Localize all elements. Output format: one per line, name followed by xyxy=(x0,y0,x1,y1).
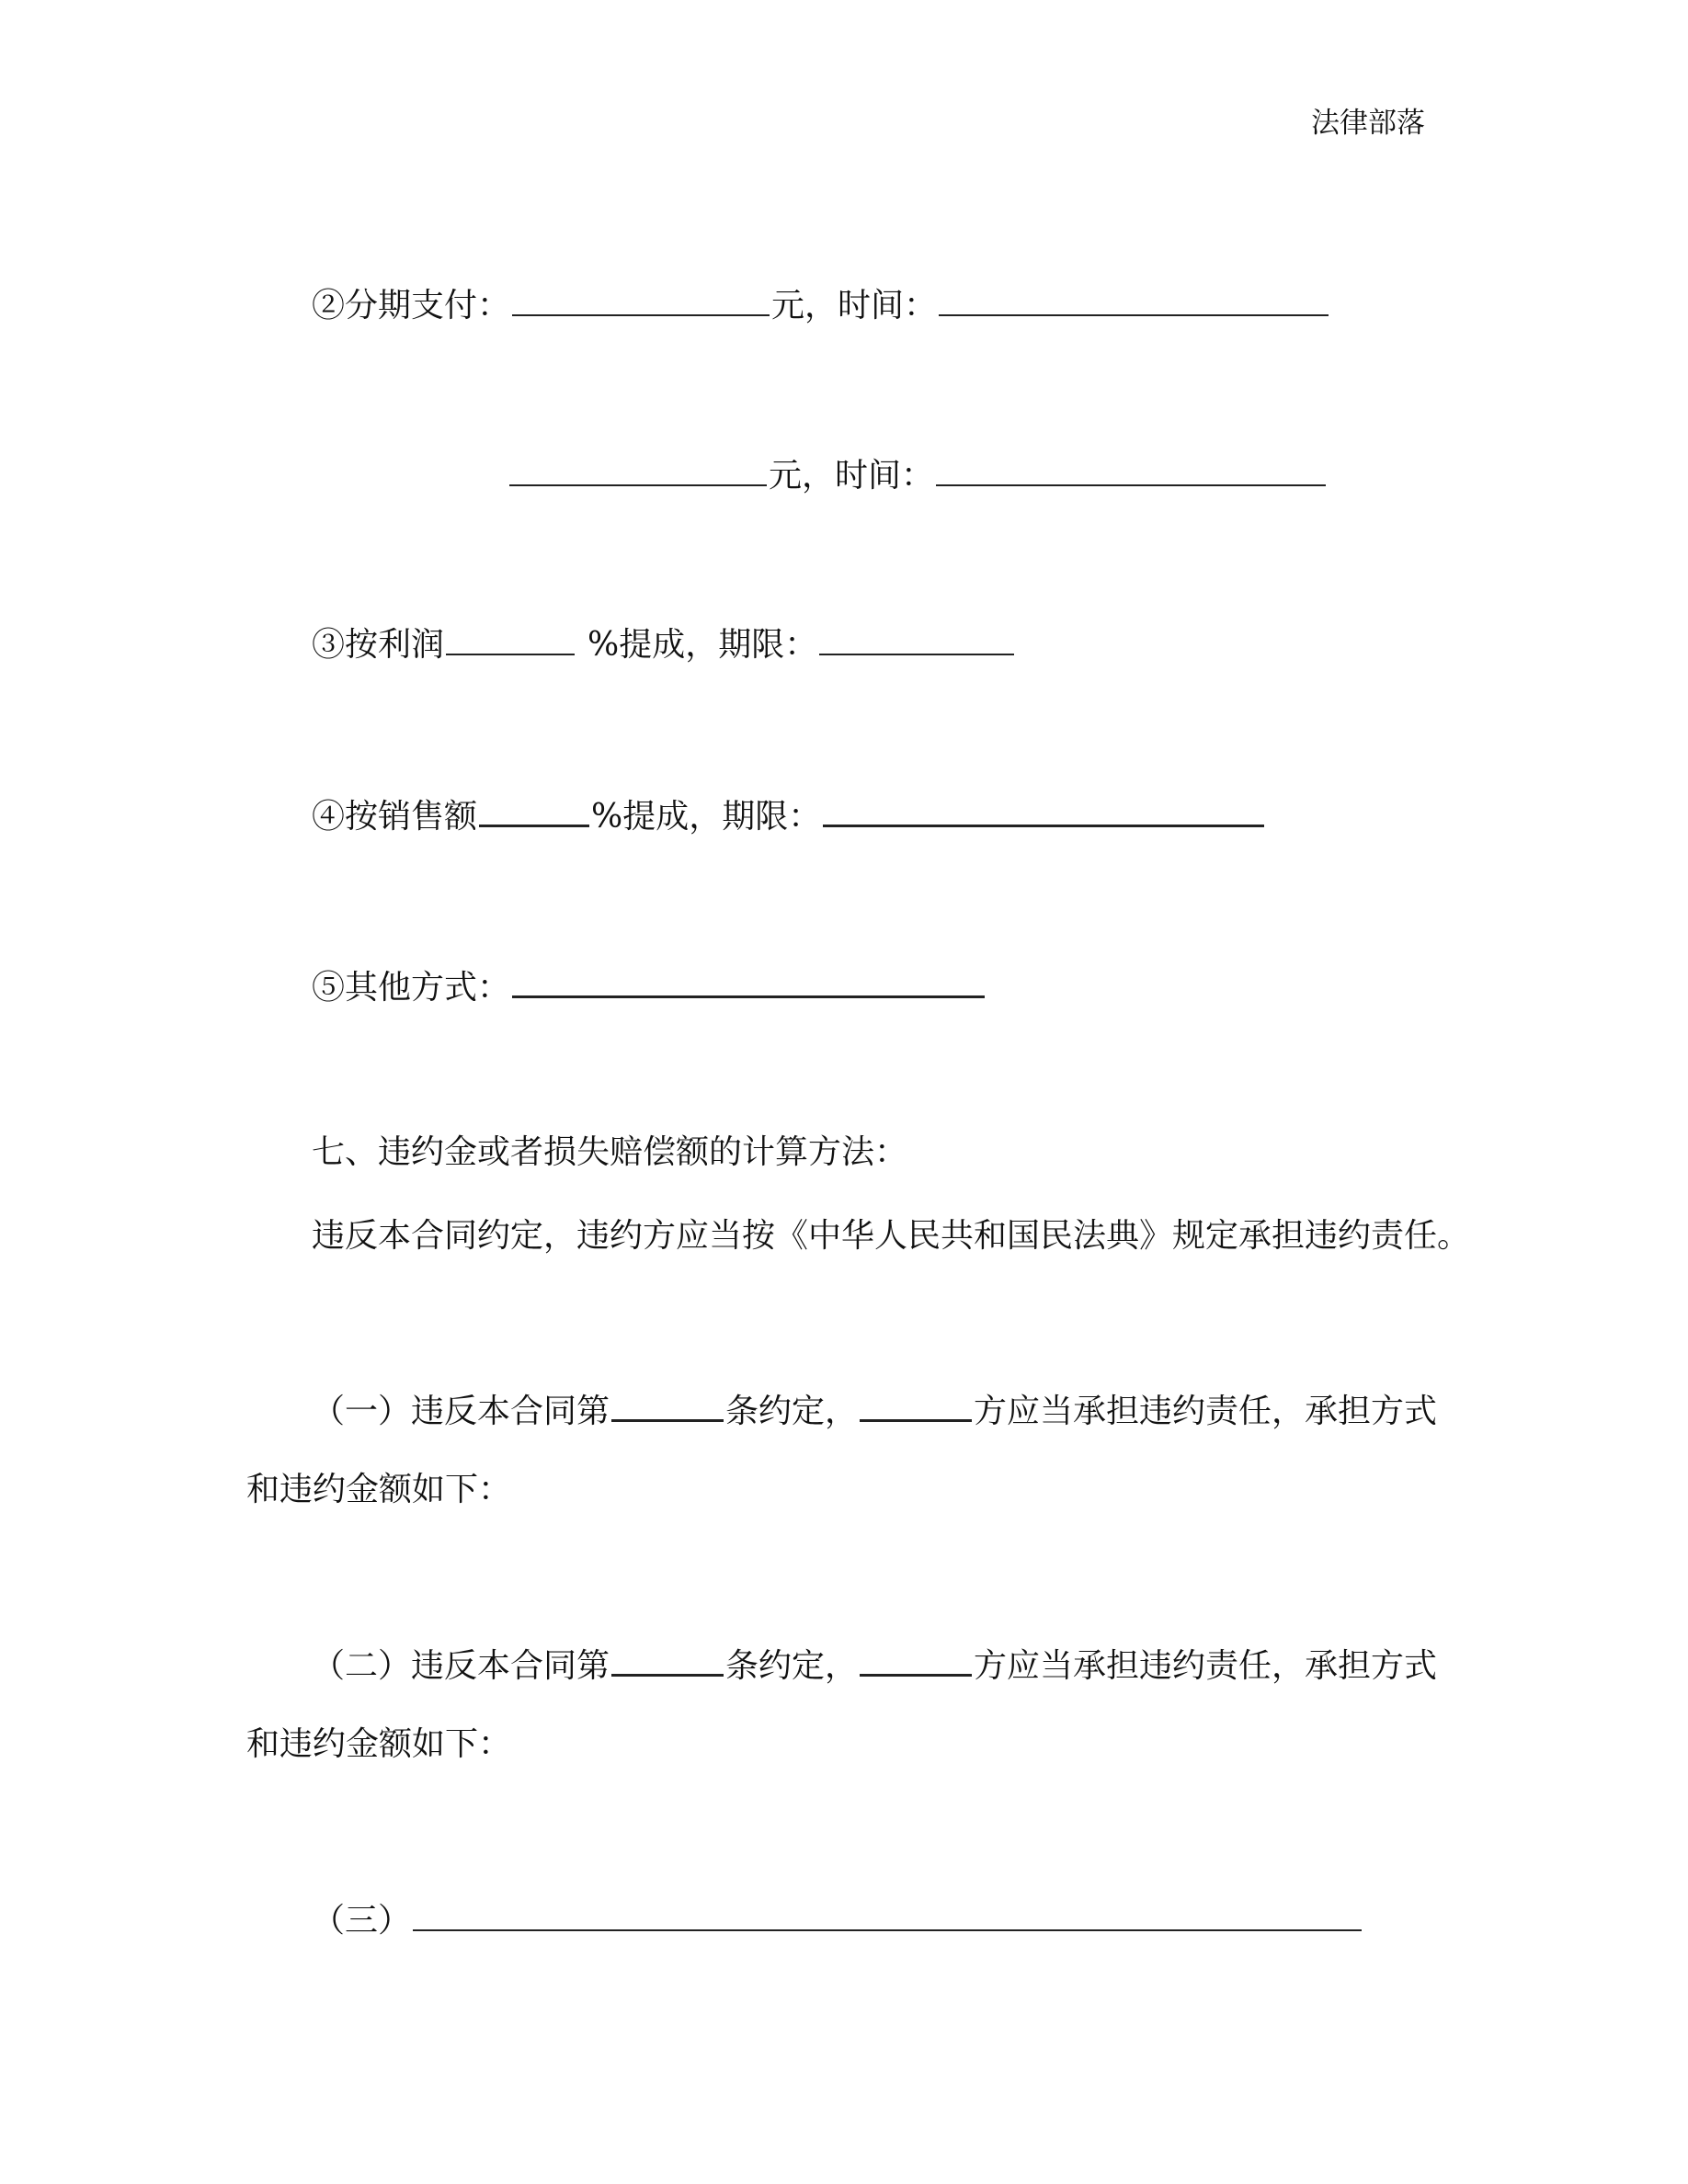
header-title: 法律部落 xyxy=(1311,107,1425,140)
amount-field[interactable] xyxy=(512,281,770,316)
sales-term-field[interactable] xyxy=(823,791,1264,827)
sales-percent-field[interactable] xyxy=(479,791,589,827)
time-field[interactable] xyxy=(939,281,1329,316)
clause-mid: 条约定， xyxy=(725,1393,859,1430)
yuan-label: 元， xyxy=(769,457,836,495)
clause-item-2-cont: 和违约金额如下： xyxy=(246,1725,512,1763)
amount-field[interactable] xyxy=(509,451,767,486)
other-line xyxy=(312,962,987,1008)
sales-label: ④按销售额 xyxy=(312,798,478,836)
clause-end: 方应当承担违约责任，承担方式 xyxy=(974,1393,1438,1430)
article-number-field[interactable] xyxy=(611,1641,724,1677)
sales-suffix: %提成，期限： xyxy=(591,798,822,836)
item2-prefix: （二）违反本合同第 xyxy=(312,1647,610,1685)
installment-label: ②分期支付： xyxy=(312,287,511,324)
profit-label: ③按利润 xyxy=(312,626,445,664)
clause-item-3 xyxy=(312,1896,1363,1941)
sales-line xyxy=(312,791,1266,837)
clause-mid: 条约定， xyxy=(725,1647,859,1685)
installment-line-1 xyxy=(312,281,1330,326)
section7-intro: 违反本合同约定，违约方应当按《中华人民共和国民法典》规定承担违约责任。 xyxy=(312,1217,1471,1255)
time-label: 时间： xyxy=(838,287,938,324)
yuan-label: 元， xyxy=(771,287,838,324)
clause-end: 方应当承担违约责任，承担方式 xyxy=(974,1647,1438,1685)
time-label: 时间： xyxy=(835,457,935,495)
other-label: ⑤其他方式： xyxy=(312,969,511,1007)
clause-item-1-cont: 和违约金额如下： xyxy=(246,1471,512,1508)
section7-heading: 七、违约金或者损失赔偿额的计算方法： xyxy=(312,1133,908,1171)
item3-prefix: （三） xyxy=(312,1902,412,1939)
clause-item-2 xyxy=(312,1641,1437,1687)
profit-percent-field[interactable] xyxy=(446,620,575,655)
item1-prefix: （一）违反本合同第 xyxy=(312,1393,610,1430)
time-field[interactable] xyxy=(936,451,1326,486)
profit-line xyxy=(312,620,1016,665)
party-field[interactable] xyxy=(860,1641,972,1677)
profit-term-field[interactable] xyxy=(819,620,1014,655)
article-number-field[interactable] xyxy=(611,1386,724,1422)
party-field[interactable] xyxy=(860,1386,972,1422)
other-method-field[interactable] xyxy=(512,962,985,998)
item3-field[interactable] xyxy=(413,1896,1362,1931)
clause-item-1 xyxy=(312,1386,1437,1432)
profit-suffix: %提成，期限： xyxy=(587,626,818,664)
installment-line-2 xyxy=(508,451,1328,496)
